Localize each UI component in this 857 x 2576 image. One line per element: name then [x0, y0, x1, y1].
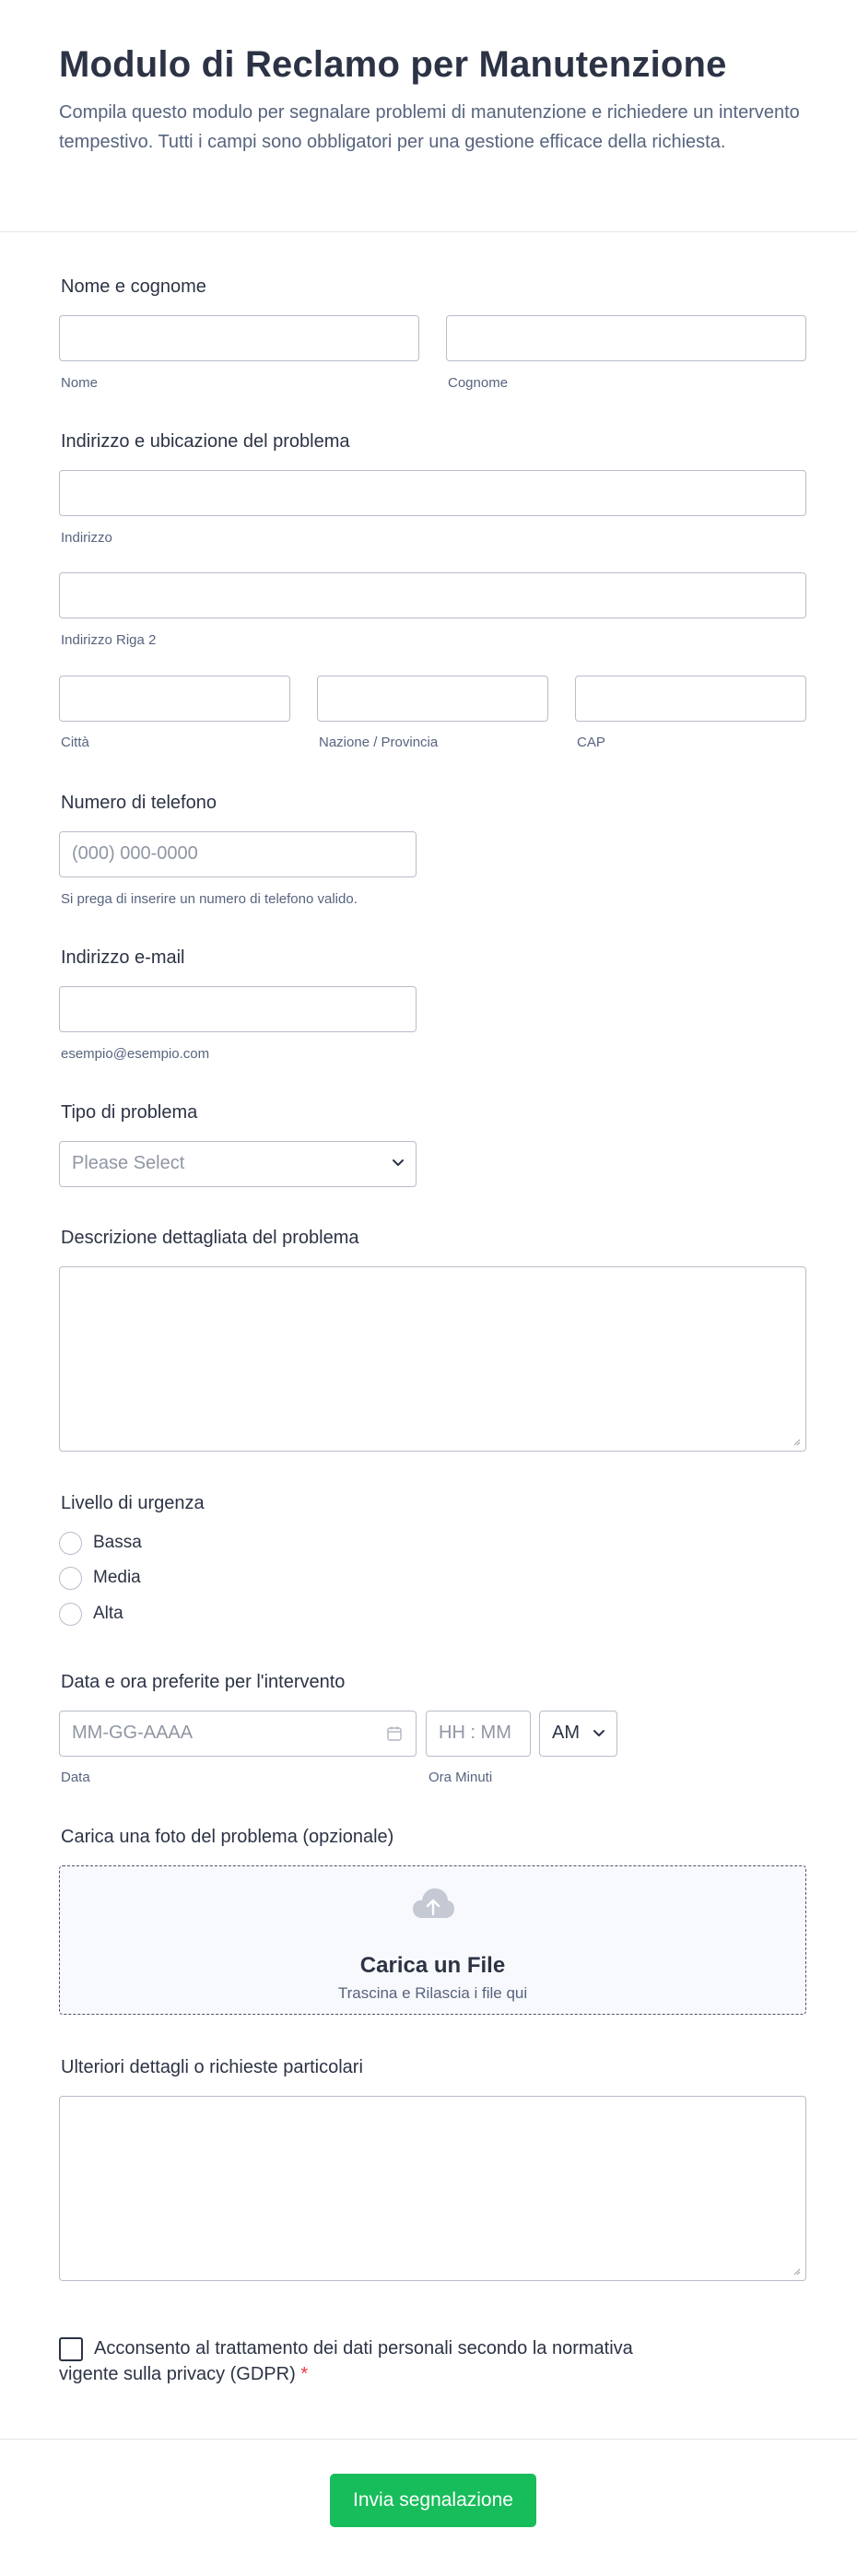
zip-input[interactable]	[575, 676, 806, 722]
radio-button[interactable]	[59, 1532, 82, 1555]
phone-sublabel: Si prega di inserire un numero di telefono valido.	[61, 891, 358, 907]
chevron-down-icon	[392, 1159, 405, 1168]
radio-button[interactable]	[59, 1603, 82, 1626]
chevron-down-icon	[593, 1729, 605, 1738]
datetime-label: Data e ora preferite per l'intervento	[61, 1672, 346, 1692]
urgency-label: Livello di urgenza	[61, 1493, 205, 1513]
state-input[interactable]	[317, 676, 548, 722]
state-sublabel: Nazione / Provincia	[319, 735, 439, 750]
submit-button[interactable]: Invia segnalazione	[330, 2474, 536, 2527]
address-label: Indirizzo e ubicazione del problema	[61, 431, 350, 452]
address-line2-sublabel: Indirizzo Riga 2	[61, 632, 157, 648]
address-line1-sublabel: Indirizzo	[61, 530, 112, 546]
email-sublabel: esempio@esempio.com	[61, 1046, 210, 1062]
address-line1-input[interactable]	[59, 470, 806, 516]
date-placeholder: MM-GG-AAAA	[72, 1723, 194, 1743]
address-line2-input[interactable]	[59, 572, 806, 618]
form-header	[0, 0, 857, 232]
city-input[interactable]	[59, 676, 290, 722]
cloud-upload-icon	[411, 1887, 455, 1922]
description-textarea[interactable]	[59, 1266, 806, 1452]
radio-button[interactable]	[59, 1567, 82, 1590]
time-sublabel: Ora Minuti	[428, 1770, 493, 1785]
upload-subtitle: Trascina e Rilascia i file qui	[337, 1984, 528, 2002]
zip-sublabel: CAP	[577, 735, 605, 750]
resize-handle-icon[interactable]	[792, 1437, 801, 1446]
ampm-selected: AM	[552, 1723, 580, 1743]
extra-textarea[interactable]	[59, 2096, 806, 2281]
last-name-sublabel: Cognome	[448, 375, 509, 391]
first-name-sublabel: Nome	[61, 375, 99, 391]
email-label: Indirizzo e-mail	[61, 947, 185, 968]
name-label: Nome e cognome	[61, 276, 206, 297]
city-sublabel: Città	[61, 735, 89, 750]
consent-text: Acconsento al trattamento dei dati personali secondo la normativa vigente sulla privacy (GDPR)	[59, 2338, 633, 2384]
urgency-option-label: Alta	[93, 1604, 123, 1623]
phone-label: Numero di telefono	[61, 793, 217, 813]
phone-input[interactable]	[59, 831, 417, 877]
description-label: Descrizione dettagliata del problema	[61, 1228, 359, 1248]
last-name-input[interactable]	[446, 315, 806, 361]
email-input[interactable]	[59, 986, 417, 1032]
first-name-input[interactable]	[59, 315, 419, 361]
page-title: Modulo di Reclamo per Manutenzione	[59, 44, 727, 85]
form-description: Compila questo modulo per segnalare problemi di manutenzione e richiedere un intervento tempestivo. Tutti i campi sono obbligatori per una gestione efficace della richiesta.	[59, 102, 800, 152]
date-input[interactable]	[59, 1711, 417, 1757]
problem-type-label: Tipo di problema	[61, 1102, 198, 1123]
footer-divider	[0, 2439, 857, 2440]
extra-label: Ulteriori dettagli o richieste particolari	[61, 2057, 363, 2077]
file-upload-dropzone[interactable]	[59, 1865, 806, 2015]
calendar-icon[interactable]	[386, 1725, 403, 1742]
resize-handle-icon[interactable]	[792, 2266, 801, 2276]
date-sublabel: Data	[61, 1770, 90, 1785]
consent-label	[59, 2335, 695, 2387]
problem-type-selected: Please Select	[72, 1153, 185, 1173]
phone-placeholder: (000) 000-0000	[72, 843, 198, 864]
upload-title: Carica un File	[359, 1953, 506, 1978]
urgency-option-label: Media	[93, 1568, 141, 1587]
urgency-option-label: Bassa	[93, 1533, 142, 1552]
upload-label: Carica una foto del problema (opzionale)	[61, 1827, 394, 1847]
time-input[interactable]	[426, 1711, 531, 1757]
ampm-select[interactable]	[539, 1711, 617, 1757]
time-placeholder: HH : MM	[439, 1723, 511, 1743]
required-asterisk: *	[300, 2364, 309, 2384]
problem-type-select[interactable]	[59, 1141, 417, 1187]
